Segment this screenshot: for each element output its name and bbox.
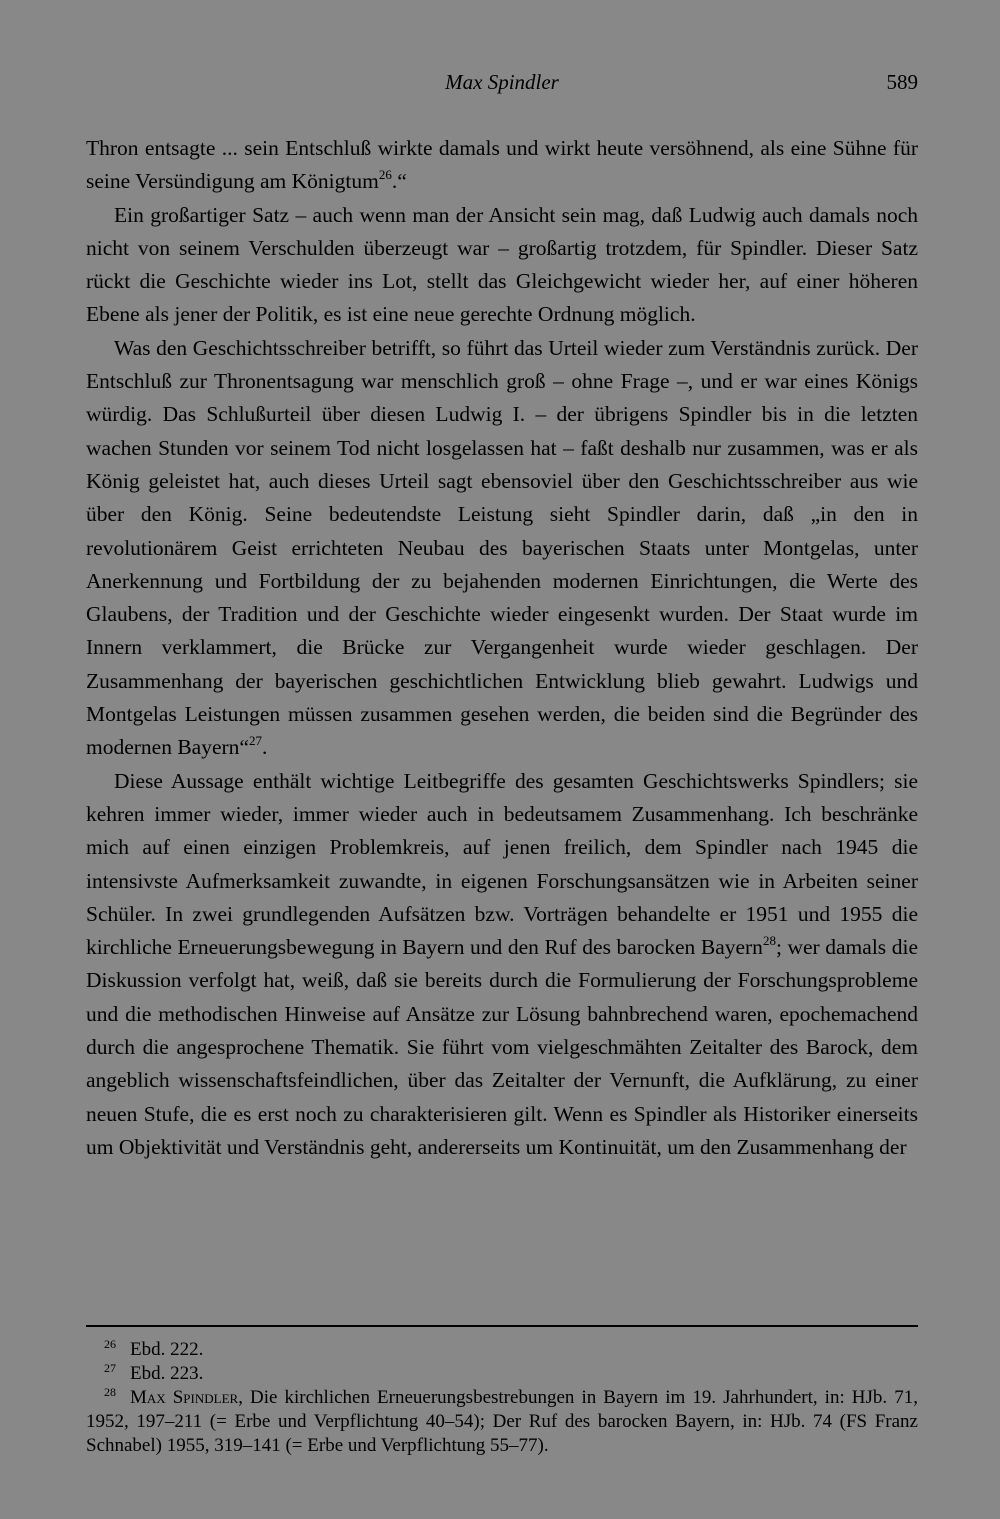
- page-header: [86, 66, 918, 102]
- paragraph-1-text-a: Thron entsagte ... sein Entschluß wirkte damals und wirkt heute versöhnend, als eine Sühne für seine Versündigung am Königtum: [86, 136, 918, 194]
- paragraph-3: [86, 332, 918, 765]
- paragraph-3-text-b: .: [261, 735, 268, 760]
- footnote-author: Max Spindler: [130, 1387, 239, 1408]
- paragraph-1-text-b: .“: [391, 169, 407, 194]
- footnote-number: 28: [104, 1385, 116, 1399]
- footnote-text: , Die kirchlichen Erneuerungsbestrebungen in Bayern im 19. Jahrhundert, in: HJb. 71, 1952, 197–211 (= Erbe und Verpflichtung 40–54); Der Ruf des barocken Bayern, in: HJb. 74 (FS Franz Schnabel) 1955, 319–141 (= Erbe und Verpflichtung 55–77).: [86, 1387, 918, 1456]
- paragraph-4-text-b: ; wer damals die Diskussion verfolgt hat, weiß, daß sie bereits durch die Formulierung der Forschungsprobleme und die methodischen Hinweise auf Ansätze zur Lösung bahnbrechend waren, epochemachend durch die angesprochene Thematik. Sie führt vom vielgeschmähten Zeitalter des Barock, dem angeblich wissenschaftsfeindlichen, über das Zeitalter der Vernunft, die Aufklärung, zu einer neuen Stufe, die es erst noch zu charakterisieren gilt. Wenn es Spindler als Historiker einerseits um Objektivität und Verständnis geht, andererseits um Kontinuität, um den Zusammenhang der: [86, 935, 918, 1159]
- paragraph-4: [86, 765, 918, 1165]
- body-text: [86, 132, 918, 1164]
- footnote-divider: [86, 1325, 918, 1327]
- footnote-text: Ebd. 222.: [130, 1339, 204, 1360]
- footnote-text: Ebd. 223.: [130, 1363, 204, 1384]
- footnotes: [86, 1338, 918, 1458]
- footnote-27: [86, 1362, 918, 1386]
- footnote-ref-28: 28: [762, 933, 776, 949]
- footnote-ref-26: 26: [378, 167, 392, 183]
- footnote-number: 27: [104, 1361, 116, 1375]
- running-title: Max Spindler: [445, 70, 559, 94]
- page-number: 589: [886, 70, 918, 94]
- footnote-ref-27: 27: [248, 733, 262, 749]
- footnote-26: [86, 1338, 918, 1362]
- paragraph-1: [86, 132, 918, 199]
- paragraph-3-text-a: Was den Geschichtsschreiber betrifft, so führt das Urteil wieder zum Verständnis zurück. Der Entschluß zur Thronentsagung war menschlich groß – ohne Frage –, und er war eines Königs würdig. Das Schlußurteil über diesen Ludwig I. – der übrigens Spindler bis in die letzten wachen Stunden vor seinem Tod nicht losgelassen hat – faßt deshalb nur zusammen, was er als König geleistet hat, auch dieses Urteil sagt ebensoviel über den Geschichtsschreiber aus wie über den König. Seine bedeutendste Leistung sieht Spindler darin, daß „in den in revolutionärem Geist errichteten Neubau des bayerischen Staats unter Montgelas, unter Anerkennung und Fortbildung der zu bejahenden modernen Einrichtungen, die Werte des Glaubens, der Tradition und der Geschichte wieder eingesenkt wurden. Der Staat wurde im Innern verklammert, die Brücke zur Vergangenheit wurde wieder geschlagen. Der Zusammenhang der bayerischen geschichtlichen Entwicklung blieb gewahrt. Ludwigs und Montgelas Leistungen müssen zusammen gesehen werden, die beiden sind die Begründer des modernen Bayern“: [86, 335, 918, 760]
- paragraph-2: Ein großartiger Satz – auch wenn man der Ansicht sein mag, daß Ludwig auch damals noch nicht von seinem Verschulden überzeugt war – großartig trotzdem, für Spindler. Dieser Satz rückt die Geschichte wieder ins Lot, stellt das Gleichgewicht wieder her, auf einer höheren Ebene als jener der Politik, es ist eine neue gerechte Ordnung möglich.: [86, 202, 918, 327]
- paragraph-4-text-a: Diese Aussage enthält wichtige Leitbegriffe des gesamten Geschichtswerks Spindlers; sie kehren immer wieder, immer wieder auch in bedeutsamem Zusammenhang. Ich beschränke mich auf einen einzigen Problemkreis, auf jenen freilich, dem Spindler nach 1945 die intensivste Aufmerksamkeit zuwandte, in eigenen Forschungsansätzen wie in Arbeiten seiner Schüler. In zwei grundlegenden Aufsätzen bzw. Vorträgen behandelte er 1951 und 1955 die kirchliche Erneuerungsbewegung in Bayern und den Ruf des barocken Bayern: [86, 768, 918, 960]
- footnote-number: 26: [104, 1337, 116, 1351]
- footnote-28: [86, 1386, 918, 1458]
